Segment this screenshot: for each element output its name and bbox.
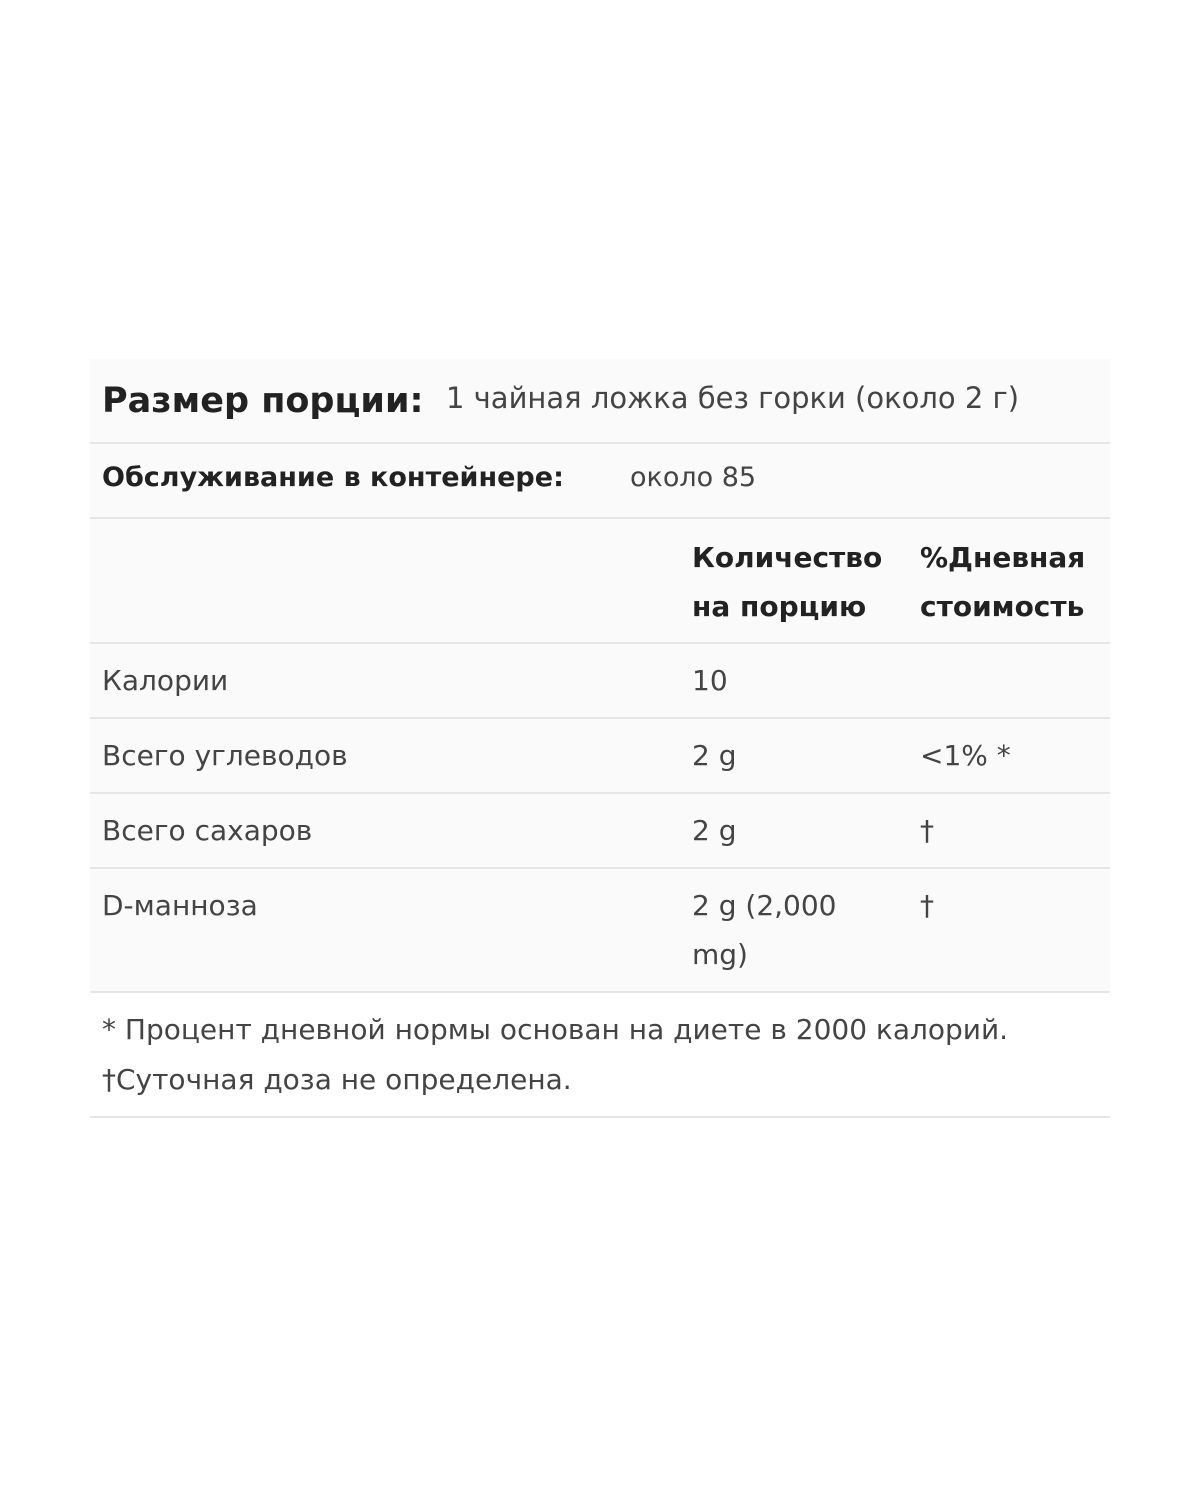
daily-value-not-established-note: †Суточная доза не определена. bbox=[102, 1063, 572, 1096]
serving-size-label: Размер порции: bbox=[102, 381, 424, 421]
footnotes bbox=[90, 993, 1110, 1118]
amount-per-serving-header: Количество на порцию bbox=[692, 541, 883, 623]
nutrient-amount: 10 bbox=[692, 664, 728, 697]
supplement-facts-table bbox=[90, 359, 1110, 1118]
table-row bbox=[90, 869, 1110, 993]
nutrient-name: D-манноза bbox=[102, 889, 258, 922]
table-row bbox=[90, 719, 1110, 794]
table-row bbox=[90, 794, 1110, 869]
nutrient-daily-value: <1% * bbox=[920, 739, 1011, 772]
nutrient-name: Всего сахаров bbox=[102, 814, 313, 847]
servings-per-container-row bbox=[90, 444, 1110, 519]
table-header-row bbox=[90, 519, 1110, 644]
percent-daily-value-note: * Процент дневной нормы основан на диете в 2000 калорий. bbox=[102, 1013, 1009, 1046]
nutrient-name: Всего углеводов bbox=[102, 739, 348, 772]
nutrient-amount: 2 g bbox=[692, 814, 737, 847]
servings-per-container-label: Обслуживание в контейнере: bbox=[102, 462, 564, 493]
nutrient-daily-value: † bbox=[920, 889, 934, 922]
daily-value-header: %Дневная стоимость bbox=[920, 541, 1086, 623]
nutrient-amount: 2 g (2,000 mg) bbox=[692, 889, 837, 971]
serving-size-row bbox=[90, 359, 1110, 444]
table-row bbox=[90, 644, 1110, 719]
nutrient-daily-value: † bbox=[920, 814, 934, 847]
serving-size-value: 1 чайная ложка без горки (около 2 г) bbox=[446, 381, 1020, 415]
nutrient-amount: 2 g bbox=[692, 739, 737, 772]
servings-per-container-value: около 85 bbox=[630, 462, 757, 493]
nutrient-name: Калории bbox=[102, 664, 229, 697]
